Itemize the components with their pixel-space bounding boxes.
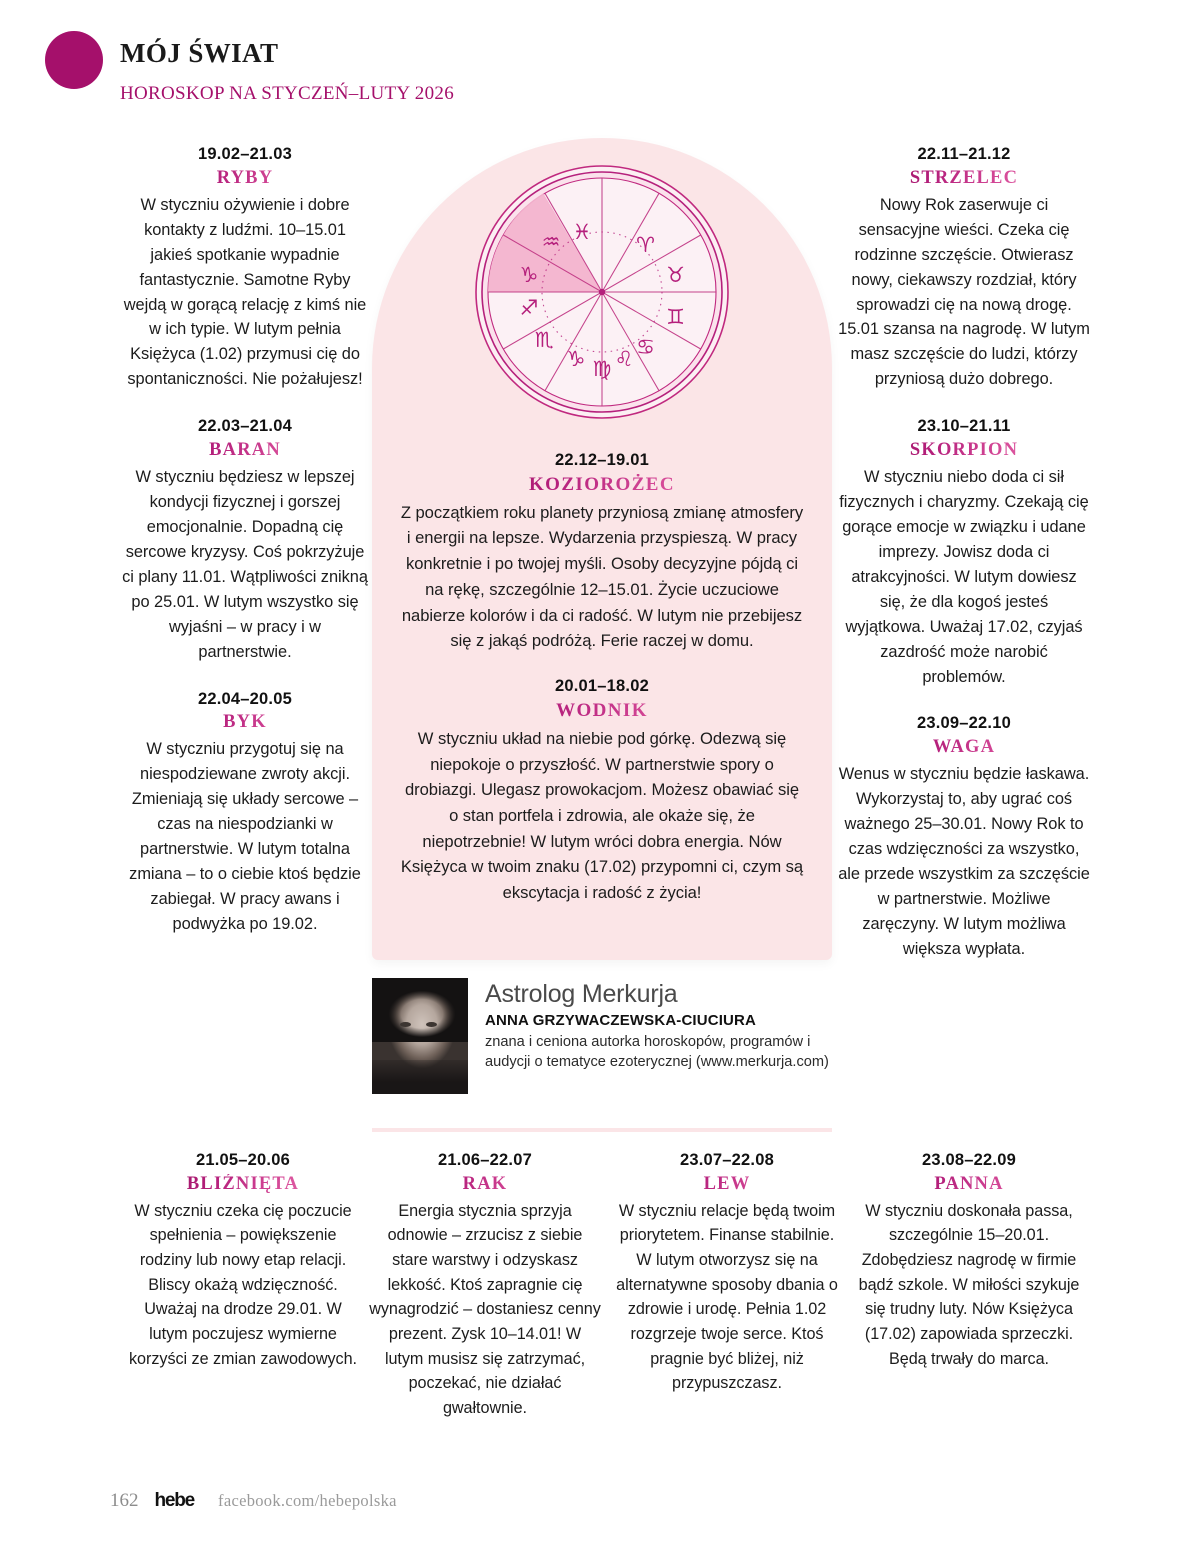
sign-dates: 22.03–21.04: [198, 417, 292, 436]
bottom-row: [122, 1148, 1090, 1420]
sign-name: BLIŹNIĘTA: [126, 1174, 360, 1195]
sign-text: W styczniu będziesz w lepszej kondycji fizycznej i gorszej emocjonalnie. Dopadną cię sercowe kryzysy. Coś pokrzyżuje ci plany 11.01. Wątpliwości znikną po 25.01. W lutym wszystko się wyjaśni – w pracy i w partnerstwie.: [122, 468, 368, 661]
svg-text:♏: ♏: [534, 328, 554, 352]
svg-text:♓: ♓: [572, 220, 592, 244]
sign-name: WAGA: [838, 737, 1090, 758]
sign-text: Wenus w styczniu będzie łaskawa. Wykorzystaj to, aby ugrać coś ważnego 25–30.01. Nowy Rok to czas wdzięczności za wszystko, ale przede wszystkim za szczęście w partnerstwie. Możliwe zaręczyny. W lutym możliwa większa wypłata.: [838, 765, 1090, 958]
sign-dates: 22.04–20.05: [198, 689, 292, 708]
svg-text:♈: ♈: [636, 233, 655, 257]
sign-dates: 23.07–22.08: [680, 1151, 774, 1169]
svg-text:♉: ♉: [666, 263, 685, 287]
left-column: [122, 142, 368, 959]
sign-block-byk: [122, 687, 368, 937]
sign-block-baran: [122, 414, 368, 664]
page-subtitle: HOROSKOP NA STYCZEŃ–LUTY 2026: [120, 83, 455, 104]
svg-text:♌: ♌: [614, 347, 634, 371]
sign-block-bliznieta: [122, 1148, 364, 1420]
sign-name: WODNIK: [400, 700, 804, 722]
center-feature-panel: [372, 138, 832, 960]
sign-name: BYK: [122, 712, 368, 733]
sign-block-lew: [606, 1148, 848, 1420]
page-header: [0, 0, 1177, 130]
brand-logo: hebe: [154, 1490, 195, 1511]
sign-dates: 21.06–22.07: [438, 1151, 532, 1169]
sign-name: BARAN: [122, 440, 368, 461]
sign-dates: 21.05–20.06: [196, 1151, 290, 1169]
sign-name: PANNA: [852, 1174, 1086, 1195]
sign-text: W styczniu czeka cię poczucie spełnienia – powiększenie rodziny lub nowy etap relacji. Bliscy okażą wdzięczność. Uważaj na drodze 29.01. W lutym poczujesz wymierne korzyści ze zmian zawodowych.: [129, 1201, 357, 1368]
sign-text: Z początkiem roku planety przyniosą zmianę atmosfery i energii na lepsze. Wydarzenia przyspieszą. W pracy konkretnie i po twojej myśli. Osoby decyzyjne pójdą ci na rękę, szczególnie 12–15.01. Życie uczuciowe nabierze kolorów i da ci radość. W lutym nie przebijesz się z jakąś podróżą. Ferie raczej w domu.: [400, 502, 804, 651]
bio-name: ANNA GRZYWACZEWSKA-CIUCIURA: [485, 1011, 756, 1029]
social-link[interactable]: facebook.com/hebepolska: [218, 1491, 397, 1510]
sign-block-koziorozec: [400, 448, 804, 654]
page-footer: [110, 1490, 397, 1512]
page-title: MÓJ ŚWIAT: [120, 38, 279, 68]
sign-text: W styczniu przygotuj się na niespodziewane zwroty akcji. Zmieniają się układy sercowe – czas na niespodzianki w partnerstwie. W lutym totalna zmiana – to o ciebie ktoś będzie zabiegał. W pracy awans i podwyżka po 19.02.: [129, 740, 361, 933]
sign-name: STRZELEC: [838, 168, 1090, 189]
right-column: [838, 142, 1090, 984]
sign-text: W styczniu ożywienie i dobre kontakty z ludźmi. 10–15.01 jakieś spotkanie wypadnie fantastycznie. Samotne Ryby wejdą w gorącą relację z kimś nie w ich typie. W lutym pełnia Księżyca (1.02) przymusi cię do spontaniczności. Nie pożałujesz!: [123, 195, 367, 389]
sign-text: W styczniu niebo doda ci sił fizycznych i charyzmy. Czekają cię gorące emocje w związku i udane imprezy. Jowisz doda ci atrakcyjności. W lutym dowiesz się, że dla kogoś jesteś wyjątkowa. Uważaj 17.02, czyjaś zazdrość może narobić problemów.: [839, 468, 1089, 686]
svg-text:♒: ♒: [541, 230, 561, 254]
svg-text:♑: ♑: [566, 347, 586, 371]
avatar: [372, 978, 468, 1094]
svg-text:♑: ♑: [519, 263, 539, 287]
astrologer-bio: [372, 978, 832, 1094]
sign-block-waga: [838, 711, 1090, 961]
svg-text:♐: ♐: [519, 296, 539, 320]
sign-name: RAK: [368, 1174, 602, 1195]
sign-block-wodnik: [400, 674, 804, 906]
sign-block-panna: [848, 1148, 1090, 1420]
sign-dates: 23.09–22.10: [917, 714, 1011, 733]
sign-dates: 22.11–21.12: [917, 145, 1011, 163]
svg-text:♍: ♍: [592, 357, 612, 381]
sign-text: Nowy Rok zaserwuje ci sensacyjne wieści. Czeka cię rodzinne szczęście. Otwierasz nowy, ciekawszy rozdział, który sprowadzi cię na nową drogę. 15.01 szansa na nagrodę. W lutym masz szczęście do ludzi, którzy przyniosą dużo dobrego.: [838, 195, 1090, 389]
sign-name: SKORPION: [838, 440, 1090, 461]
brand-dot-icon: [45, 31, 103, 89]
zodiac-wheel: [472, 162, 732, 422]
zodiac-wheel-svg: [472, 162, 732, 422]
bio-description: znana i ceniona autorka horoskopów, programów i audycji o tematyce ezoterycznej (www.merkurja.com): [485, 1033, 829, 1071]
center-sign-texts: [400, 448, 804, 926]
sign-dates: 19.02–21.03: [198, 145, 292, 163]
sign-name: KOZIOROŻEC: [400, 474, 804, 496]
sign-dates: 23.08–22.09: [922, 1151, 1016, 1169]
sign-dates: 22.12–19.01: [555, 451, 649, 469]
sign-block-rak: [364, 1148, 606, 1420]
sign-name: RYBY: [122, 168, 368, 189]
bio-title: Astrolog Merkurja: [485, 980, 678, 1008]
sign-block-strzelec: [838, 142, 1090, 392]
sign-block-ryby: [122, 142, 368, 392]
sign-name: LEW: [610, 1174, 844, 1195]
svg-text:♊: ♊: [666, 305, 685, 329]
sign-text: W styczniu układ na niebie pod górkę. Odezwą się niepokoje o przyszłość. W partnerstwie spory o drobiazgi. Ulegasz prowokacjom. Możesz obawiać się o stan portfela i zdrowia, ale okaże się, że niepotrzebnie! W lutym wróci dobra energia. Nów Księżyca w twoim znaku (17.02) przypomni ci, czym są ekscytacja i radość z życia!: [400, 728, 804, 903]
sign-block-skorpion: [838, 414, 1090, 689]
sign-text: Energia stycznia sprzyja odnowie – zrzucisz z siebie stare warstwy i odzyskasz lekkość. Ktoś zapragnie cię wynagrodzić – dostaniesz cenny prezent. Zysk 10–14.01! W lutym musisz się zatrzymać, poczekać, nie działać gwałtownie.: [369, 1201, 601, 1417]
sign-dates: 23.10–21.11: [917, 417, 1011, 436]
sign-text: W styczniu relacje będą twoim priorytetem. Finanse stabilnie. W lutym otworzysz się na alternatywne sposoby dbania o zdrowie i urodę. Pełnia 1.02 rozgrzeje twoje serce. Ktoś pragnie być bliżej, niż przypuszczasz.: [616, 1201, 838, 1393]
sign-text: W styczniu doskonała passa, szczególnie 15–20.01. Zdobędziesz nagrodę w firmie bądź szkole. W miłości szykuje się trudny luty. Nów Księżyca (17.02) zapowiada sprzeczki. Będą trwały do marca.: [858, 1201, 1080, 1368]
sign-dates: 20.01–18.02: [555, 677, 649, 696]
section-divider: [372, 1128, 832, 1132]
page-number: 162: [110, 1490, 139, 1511]
svg-text:♋: ♋: [636, 335, 655, 359]
